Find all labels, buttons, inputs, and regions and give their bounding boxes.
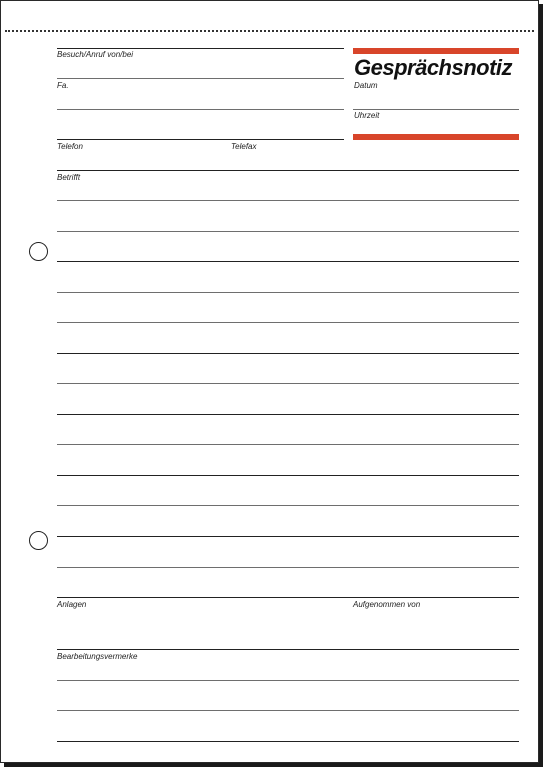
writing-line[interactable] [57,353,519,354]
writing-line[interactable] [57,200,519,201]
writing-line[interactable] [57,444,519,445]
label-datum: Datum [354,81,378,90]
label-anlagen: Anlagen [57,600,87,609]
label-telefon: Telefon [57,142,83,151]
writing-line[interactable] [57,322,519,323]
bearbeitung-line[interactable] [57,680,519,681]
bearbeitung-line[interactable] [57,710,519,711]
writing-lines [1,1,538,762]
writing-line[interactable] [57,261,519,262]
label-betrifft: Betrifft [57,173,81,182]
label-firma: Fa. [57,81,69,90]
writing-line[interactable] [57,475,519,476]
writing-line[interactable] [57,383,519,384]
label-besuch: Besuch/Anruf von/bei [57,50,134,59]
bearbeitung-line[interactable] [57,741,519,742]
writing-line[interactable] [57,597,519,598]
label-aufgenommen: Aufgenommen von [353,600,421,609]
label-telefax: Telefax [231,142,257,151]
writing-line[interactable] [57,567,519,568]
writing-line[interactable] [57,292,519,293]
writing-line[interactable] [57,505,519,506]
field-anlagen[interactable] [57,649,519,650]
writing-line[interactable] [57,231,519,232]
writing-line[interactable] [57,536,519,537]
writing-line[interactable] [57,414,519,415]
label-bearbeitung: Bearbeitungsvermerke [57,652,138,661]
label-uhrzeit: Uhrzeit [354,111,380,120]
page-title: Gesprächsnotiz [354,55,513,80]
